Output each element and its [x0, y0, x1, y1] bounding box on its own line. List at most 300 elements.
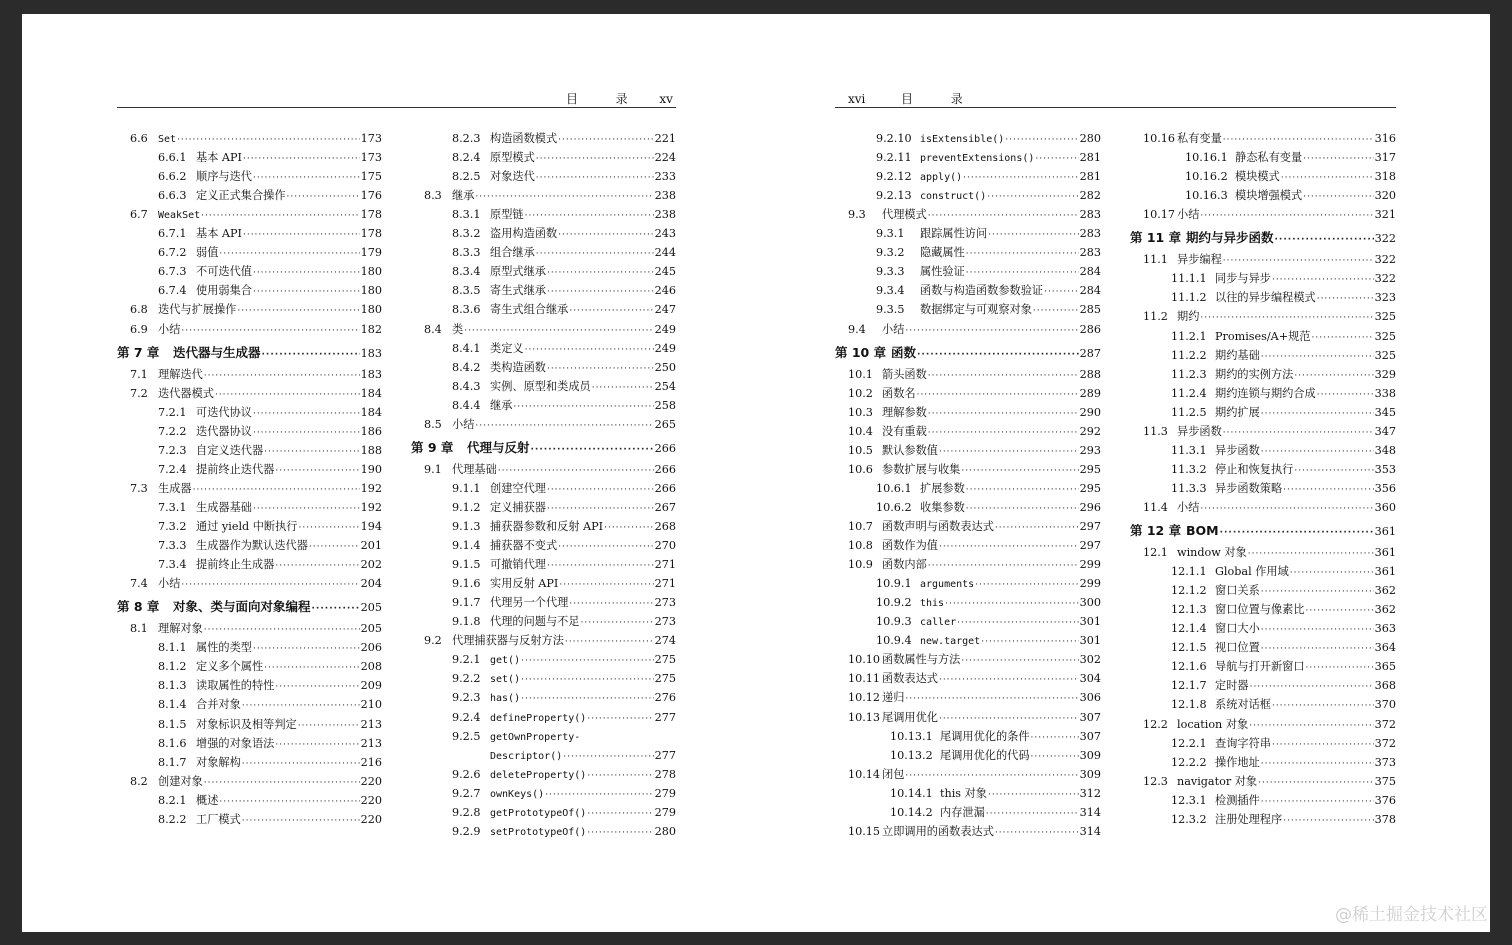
leader-dots [464, 322, 653, 340]
toc-entry[interactable] [117, 263, 382, 281]
toc-page-number: 173 [360, 132, 382, 145]
toc-entry[interactable] [1130, 168, 1396, 186]
toc-entry[interactable] [117, 754, 382, 772]
toc-chapter-entry[interactable] [1130, 229, 1396, 247]
toc-number: 8.1.2 [158, 660, 187, 674]
toc-entry[interactable] [411, 651, 676, 669]
toc-page-number: 283 [1079, 208, 1101, 222]
toc-number: 9.2.7 [452, 786, 481, 800]
toc-entry[interactable] [1130, 735, 1396, 753]
toc-number: 8.4.2 [452, 360, 481, 374]
leader-dots [547, 481, 654, 499]
toc-entry[interactable] [411, 168, 676, 186]
toc-page-number: 376 [1374, 793, 1396, 807]
toc-entry[interactable] [1130, 754, 1396, 772]
toc-entry[interactable] [411, 823, 676, 841]
toc-entry[interactable] [1130, 620, 1396, 638]
toc-entry[interactable] [1130, 601, 1396, 619]
toc-entry[interactable] [835, 594, 1101, 612]
toc-entry[interactable] [1130, 206, 1396, 224]
toc-entry[interactable] [1130, 639, 1396, 657]
toc-entry[interactable] [117, 168, 382, 186]
leader-dots [521, 671, 654, 689]
toc-entry[interactable] [117, 792, 382, 810]
leader-dots [581, 614, 654, 632]
toc-entry[interactable] [835, 461, 1101, 479]
left-header-rule [117, 107, 676, 108]
toc-title: 可撤销代理 [490, 558, 546, 572]
toc-title: 寄生式继承 [490, 284, 546, 298]
leader-dots [525, 341, 654, 359]
toc-entry[interactable] [117, 187, 382, 205]
toc-entry[interactable] [1130, 716, 1396, 734]
leader-dots [1223, 424, 1374, 442]
toc-number: 10.9.1 [876, 577, 912, 591]
toc-page-number: 372 [1374, 717, 1396, 731]
toc-chapter-entry[interactable] [1130, 522, 1396, 540]
toc-entry[interactable] [835, 244, 1101, 262]
toc-entry[interactable] [1130, 308, 1396, 326]
toc-entry[interactable] [411, 480, 676, 498]
toc-number: 9.3.1 [876, 227, 905, 241]
toc-page-number: 267 [654, 500, 676, 514]
toc-entry[interactable] [411, 785, 676, 803]
toc-entry[interactable] [117, 385, 382, 403]
toc-entry[interactable] [835, 187, 1101, 205]
toc-page-number: 265 [654, 417, 676, 431]
leader-dots [928, 207, 1079, 225]
toc-title: 小结 [158, 322, 181, 336]
toc-entry[interactable] [835, 518, 1101, 536]
toc-title: 视口位置 [1215, 641, 1260, 655]
leader-dots [521, 690, 654, 708]
toc-entry[interactable] [411, 689, 676, 707]
toc-number: 10.13 [848, 710, 881, 724]
toc-page-number: 276 [654, 691, 676, 705]
toc-number: 第 10 章 [835, 344, 887, 360]
leader-dots [558, 226, 654, 244]
toc-number: 10.16 [1143, 132, 1176, 145]
toc-entry[interactable] [117, 244, 382, 262]
toc-entry[interactable] [1130, 251, 1396, 269]
leader-dots [275, 462, 359, 480]
leader-dots [928, 424, 1079, 442]
leader-dots [181, 322, 359, 340]
toc-chapter-entry[interactable] [117, 344, 382, 362]
toc-title: 检测插件 [1215, 793, 1260, 807]
toc-entry[interactable] [411, 359, 676, 377]
toc-entry[interactable] [117, 149, 382, 167]
toc-entry[interactable] [1130, 442, 1396, 460]
toc-number: 10.13.2 [890, 748, 933, 762]
toc-page-number: 245 [654, 265, 676, 279]
toc-entry[interactable] [117, 716, 382, 734]
toc-entry[interactable] [835, 709, 1101, 727]
leader-dots [1281, 169, 1374, 187]
toc-page-number: 220 [360, 774, 382, 788]
toc-title: 代理捕获器与反射方法 [452, 634, 564, 648]
leader-dots [966, 481, 1079, 499]
toc-number: 7.2.3 [158, 443, 187, 457]
toc-entry[interactable] [117, 321, 382, 339]
toc-title: construct() [920, 191, 987, 203]
toc-entry[interactable] [835, 168, 1101, 186]
toc-title: Promises/A+规范 [1215, 329, 1311, 343]
toc-entry[interactable] [1130, 544, 1396, 562]
toc-entry[interactable] [411, 632, 676, 650]
toc-entry[interactable] [835, 689, 1101, 707]
toc-page-number: 175 [360, 170, 382, 184]
toc-number: 8.1.5 [158, 717, 187, 731]
toc-page-number: 183 [360, 346, 382, 360]
toc-entry[interactable] [411, 187, 676, 205]
toc-page-number: 287 [1079, 346, 1101, 360]
toc-page-number: 176 [360, 189, 382, 203]
toc-entry[interactable] [411, 282, 676, 300]
toc-page-number: 247 [654, 303, 676, 317]
toc-number: 8.1.3 [158, 679, 187, 693]
toc-entry[interactable] [1130, 696, 1396, 714]
leader-dots [604, 519, 654, 537]
toc-entry[interactable] [117, 677, 382, 695]
toc-entry[interactable] [411, 594, 676, 612]
toc-page-number: 188 [360, 443, 382, 457]
toc-entry[interactable] [835, 537, 1101, 555]
toc-number: 10.2 [848, 386, 873, 400]
leader-dots [928, 367, 1079, 385]
leader-dots [966, 264, 1079, 282]
toc-title: 默认参数值 [882, 443, 938, 457]
toc-entry[interactable] [1130, 792, 1396, 810]
toc-entry[interactable] [117, 366, 382, 384]
leader-dots [253, 283, 360, 301]
toc-entry[interactable] [117, 301, 382, 319]
toc-title: 代理另一个代理 [490, 596, 569, 610]
toc-page-number: 208 [360, 660, 382, 674]
toc-entry[interactable] [117, 773, 382, 791]
toc-entry[interactable] [835, 804, 1101, 822]
toc-page-number: 356 [1374, 481, 1396, 495]
toc-number: 11.4 [1143, 500, 1168, 514]
toc-page-number: 204 [360, 577, 382, 591]
toc-number: 8.1.4 [158, 698, 187, 712]
toc-entry[interactable] [411, 766, 676, 784]
toc-page-number: 360 [1374, 500, 1396, 514]
leader-dots [253, 500, 360, 518]
leader-dots [592, 379, 654, 397]
toc-entry[interactable] [411, 709, 676, 727]
toc-entry[interactable] [411, 416, 676, 434]
toc-entry[interactable] [1130, 404, 1396, 422]
toc-page-number: 365 [1374, 660, 1396, 674]
toc-title: 继承 [490, 398, 513, 412]
toc-entry[interactable] [835, 282, 1101, 300]
toc-title: 小结 [882, 322, 905, 336]
toc-entry[interactable] [1130, 811, 1396, 829]
toc-entry[interactable] [835, 632, 1101, 650]
toc-number: 10.14.2 [890, 805, 933, 819]
toc-number: 12.1.7 [1171, 679, 1207, 693]
toc-entry[interactable] [411, 378, 676, 396]
toc-title: 期约的实例方法 [1215, 367, 1294, 381]
toc-entry[interactable] [835, 785, 1101, 803]
toc-entry[interactable] [117, 282, 382, 300]
toc-page-number: 180 [360, 284, 382, 298]
leader-dots [264, 659, 360, 677]
toc-entry[interactable] [835, 747, 1101, 765]
leader-dots [536, 169, 654, 187]
toc-entry[interactable] [411, 225, 676, 243]
toc-entry[interactable] [117, 461, 382, 479]
toc-entry[interactable] [117, 225, 382, 243]
leader-dots [545, 786, 653, 804]
toc-entry[interactable] [411, 575, 676, 593]
toc-page-number: 309 [1079, 767, 1101, 781]
toc-entry[interactable] [117, 130, 382, 148]
toc-entry[interactable] [1130, 149, 1396, 167]
toc-entry[interactable] [117, 404, 382, 422]
toc-entry[interactable] [411, 747, 676, 765]
toc-entry[interactable] [835, 442, 1101, 460]
toc-entry[interactable] [411, 263, 676, 281]
leader-dots [988, 226, 1079, 244]
toc-chapter-entry[interactable] [117, 598, 382, 616]
toc-entry[interactable] [411, 244, 676, 262]
toc-entry[interactable] [411, 461, 676, 479]
toc-entry[interactable] [835, 823, 1101, 841]
toc-entry[interactable] [411, 670, 676, 688]
toc-number: 8.2.3 [452, 132, 481, 145]
toc-entry[interactable] [835, 366, 1101, 384]
toc-number: 9.1.1 [452, 481, 481, 495]
toc-number: 9.2.2 [452, 672, 481, 686]
toc-entry[interactable] [835, 263, 1101, 281]
toc-page-number: 279 [654, 786, 676, 800]
toc-title: 收集参数 [920, 500, 965, 514]
toc-number: 9.3.5 [876, 303, 905, 317]
toc-entry[interactable] [411, 340, 676, 358]
toc-entry[interactable] [1130, 130, 1396, 148]
toc-entry[interactable] [835, 728, 1101, 746]
toc-title: 小结 [1177, 208, 1200, 222]
toc-page-number: 277 [654, 710, 676, 724]
toc-entry[interactable] [835, 130, 1101, 148]
toc-entry[interactable] [1130, 677, 1396, 695]
toc-title: 代理与反射 [467, 439, 530, 455]
toc-chapter-entry[interactable] [835, 344, 1101, 362]
toc-entry[interactable] [1130, 385, 1396, 403]
toc-entry[interactable] [1130, 289, 1396, 307]
toc-page-number: 206 [360, 641, 382, 655]
toc-page-number: 297 [1079, 539, 1101, 553]
toc-entry[interactable] [411, 397, 676, 415]
toc-entry[interactable] [117, 206, 382, 224]
toc-entry[interactable] [117, 696, 382, 714]
toc-entry[interactable] [1130, 328, 1396, 346]
toc-page-number: 361 [1374, 565, 1396, 579]
toc-entry[interactable] [835, 301, 1101, 319]
leader-dots [1200, 207, 1373, 225]
toc-entry[interactable] [411, 206, 676, 224]
toc-number: 8.4.1 [452, 341, 481, 355]
toc-entry[interactable] [835, 556, 1101, 574]
toc-entry[interactable] [835, 480, 1101, 498]
toc-page-number: 301 [1079, 615, 1101, 629]
toc-entry[interactable] [1130, 582, 1396, 600]
toc-title: 函数内部 [882, 558, 927, 572]
toc-number: 11.2.5 [1171, 405, 1207, 419]
leader-dots [1200, 500, 1373, 518]
toc-title: getOwnProperty- [490, 731, 581, 743]
leader-dots [513, 398, 653, 416]
toc-entry[interactable] [1130, 658, 1396, 676]
toc-entry[interactable] [1130, 366, 1396, 384]
toc-title: 理解对象 [158, 622, 203, 636]
toc-page-number: 178 [360, 227, 382, 241]
toc-number: 12.1.1 [1171, 565, 1207, 579]
toc-entry[interactable] [1130, 480, 1396, 498]
toc-entry[interactable] [835, 613, 1101, 631]
toc-entry[interactable] [1130, 270, 1396, 288]
toc-entry[interactable] [117, 575, 382, 593]
toc-number: 8.2 [130, 774, 148, 788]
toc-number: 10.9.2 [876, 596, 912, 610]
toc-title: 弱值 [196, 246, 219, 260]
leader-dots [1261, 443, 1374, 461]
toc-entry[interactable] [117, 639, 382, 657]
toc-entry[interactable] [1130, 187, 1396, 205]
leader-dots [975, 576, 1078, 594]
toc-title: 迭代器协议 [196, 424, 252, 438]
toc-entry[interactable] [835, 651, 1101, 669]
toc-page-number: 345 [1374, 405, 1396, 419]
toc-number: 10.3 [848, 405, 873, 419]
toc-entry[interactable] [117, 442, 382, 460]
toc-entry[interactable] [835, 766, 1101, 784]
leader-dots [1312, 329, 1374, 347]
toc-title: 盗用构造函数 [490, 227, 558, 241]
toc-page-number: 271 [654, 577, 676, 591]
toc-entry[interactable] [1130, 773, 1396, 791]
toc-title: Global 作用域 [1215, 565, 1289, 579]
toc-entry[interactable] [117, 518, 382, 536]
toc-entry[interactable] [835, 206, 1101, 224]
toc-entry[interactable] [117, 480, 382, 498]
leader-dots [475, 188, 653, 206]
toc-page-number: 322 [1374, 272, 1396, 286]
toc-entry[interactable] [1130, 347, 1396, 365]
leader-dots [299, 519, 360, 537]
toc-entry[interactable] [411, 804, 676, 822]
toc-entry[interactable] [835, 321, 1101, 339]
toc-page-number: 296 [1079, 500, 1101, 514]
leader-dots [961, 652, 1078, 670]
toc-entry[interactable] [411, 556, 676, 574]
toc-title: this [920, 598, 945, 610]
toc-entry[interactable] [117, 499, 382, 517]
toc-title: 合并对象 [196, 698, 241, 712]
toc-entry[interactable] [411, 613, 676, 631]
toc-number: 9.2.13 [876, 189, 912, 203]
toc-title: window 对象 [1177, 546, 1247, 560]
leader-dots [928, 405, 1079, 423]
toc-entry[interactable] [835, 423, 1101, 441]
toc-entry[interactable] [411, 321, 676, 339]
leader-dots [1272, 736, 1374, 754]
toc-page-number: 279 [654, 805, 676, 819]
toc-page-number: 184 [360, 405, 382, 419]
toc-entry[interactable] [835, 670, 1101, 688]
toc-entry[interactable] [835, 225, 1101, 243]
toc-entry[interactable] [117, 556, 382, 574]
toc-entry[interactable] [411, 728, 676, 746]
toc-title: 原型模式 [490, 151, 535, 165]
toc-entry[interactable] [117, 620, 382, 638]
leader-dots [1290, 564, 1374, 582]
toc-number: 6.6 [130, 132, 148, 145]
toc-page-number: 299 [1079, 558, 1101, 572]
toc-entry[interactable] [1130, 563, 1396, 581]
toc-title: Descriptor() [490, 750, 563, 762]
toc-title: 顺序与迭代 [196, 170, 252, 184]
toc-entry[interactable] [835, 149, 1101, 167]
toc-number: 11.2.3 [1171, 367, 1207, 381]
toc-number: 9.3 [848, 208, 866, 222]
toc-entry[interactable] [411, 149, 676, 167]
toc-number: 12.3.1 [1171, 793, 1207, 807]
toc-entry[interactable] [411, 537, 676, 555]
toc-number: 11.2.4 [1171, 386, 1207, 400]
toc-page-number: 299 [1079, 577, 1101, 591]
toc-entry[interactable] [117, 735, 382, 753]
toc-entry[interactable] [835, 404, 1101, 422]
toc-page-number: 250 [654, 360, 676, 374]
leader-dots [1033, 302, 1079, 320]
leader-dots [177, 131, 360, 149]
toc-entry[interactable] [1130, 423, 1396, 441]
toc-entry[interactable] [117, 423, 382, 441]
toc-page-number: 179 [360, 246, 382, 260]
toc-title: 注册处理程序 [1215, 812, 1283, 826]
toc-entry[interactable] [411, 301, 676, 319]
toc-entry[interactable] [117, 658, 382, 676]
toc-entry[interactable] [835, 575, 1101, 593]
toc-title: new.target [920, 636, 981, 648]
toc-page-number: 190 [360, 462, 382, 476]
toc-entry[interactable] [835, 385, 1101, 403]
toc-entry[interactable] [1130, 461, 1396, 479]
toc-entry[interactable] [835, 499, 1101, 517]
leader-dots [1317, 386, 1374, 404]
toc-title: 以往的异步编程模式 [1215, 291, 1316, 305]
toc-entry[interactable] [411, 518, 676, 536]
toc-entry[interactable] [117, 811, 382, 829]
toc-entry[interactable] [1130, 499, 1396, 517]
leader-dots [547, 283, 654, 301]
toc-page-number: 323 [1374, 291, 1396, 305]
toc-number: 第 11 章 [1130, 230, 1182, 246]
toc-page-number: 282 [1079, 189, 1101, 203]
toc-entry[interactable] [411, 499, 676, 517]
toc-page-number: 289 [1079, 386, 1101, 400]
toc-page-number: 249 [654, 341, 676, 355]
toc-chapter-entry[interactable] [411, 439, 676, 457]
toc-entry[interactable] [117, 537, 382, 555]
toc-title: 内存泄漏 [940, 805, 985, 819]
leader-dots [253, 264, 360, 282]
toc-number: 9.2.11 [876, 151, 912, 165]
toc-entry[interactable] [411, 130, 676, 148]
